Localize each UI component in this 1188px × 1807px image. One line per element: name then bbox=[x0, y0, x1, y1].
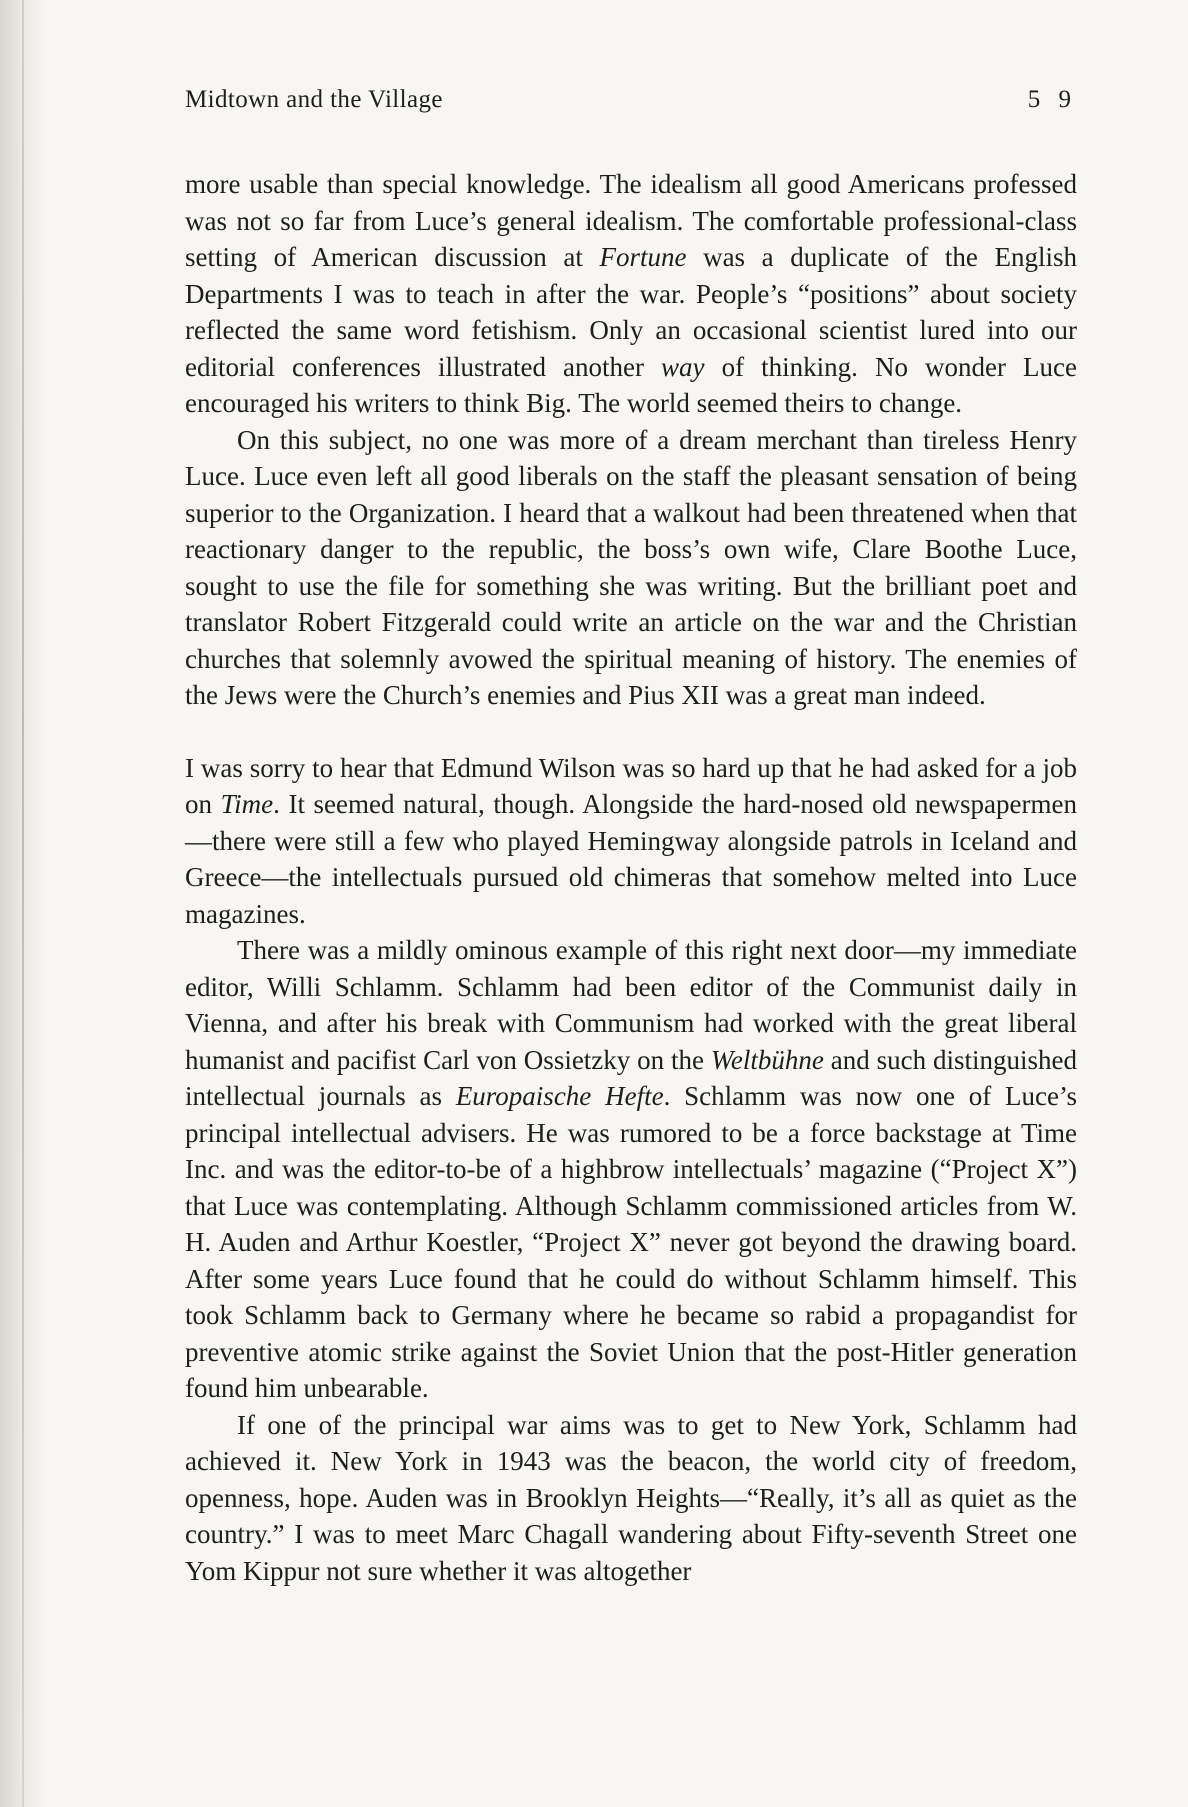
page-number: 5 9 bbox=[1027, 86, 1077, 113]
paragraph-4-italic-europaische-hefte: Europaische Hefte bbox=[455, 1081, 664, 1111]
paragraph-3-text-a: I was sorry to hear that Edmund Wilson was so hard up that he had asked for a job on bbox=[185, 752, 1077, 819]
paragraph-4-text-e: . Schlamm was now one of Luce’s principal intellectual advisers. He was rumored to be a force backstage at Time Inc. and was the editor-to-be of a highbrow intellectuals’ magazine (“Project X”) that Luce was contemplating. Although Schlamm commissioned articles from W. H. Auden and Arthur Koestler, “Project X” never got beyond the drawing board. After some years Luce found that he could do without Schlamm himself. This took Schlamm back to Germany where he became so rabid a propagandist for preventive atomic strike against the Soviet Union that the post-Hitler generation found him unbearable. bbox=[185, 1081, 1078, 1403]
paragraph-1-italic-fortune: Fortune bbox=[599, 242, 687, 272]
paragraph-4-italic-weltbuhne: Weltbühne bbox=[710, 1044, 824, 1075]
running-head bbox=[185, 86, 1077, 122]
paragraph-2: On this subject, no one was more of a dream merchant than tireless Henry Luce. Luce even left all good liberals on the staff the pleasant sensation of being superior to the Organization. I heard that a walkout had been threatened when that reactionary danger to the republic, the boss’s own wife, Clare Boothe Luce, sought to use the file for something she was writing. But the brilliant poet and translator Robert Fitzgerald could write an article on the war and the Christian churches that solemnly avowed the spiritual meaning of history. The enemies of the Jews were the Church’s enemies and Pius XII was a great man indeed. bbox=[185, 424, 1077, 710]
paragraph-4 bbox=[185, 932, 1077, 1407]
paragraph-1-italic-way: way bbox=[661, 351, 705, 382]
paragraph-1 bbox=[185, 166, 1077, 422]
paragraph-1-text-e: of thinking. No wonder Luce encouraged his writers to think Big. The world seemed theirs to change. bbox=[185, 351, 1077, 418]
paragraph-4-text-c: and such distinguished intellectual journals as bbox=[185, 1044, 1077, 1111]
paragraph-5: If one of the principal war aims was to get to New York, Schlamm had achieved it. New York in 1943 was the beacon, the world city of freedom, openness, hope. Auden was in Brooklyn Heights—“Really, it’s all as quiet as the country.” I was to meet Marc Chagall wandering about Fifty-seventh Street one Yom Kippur not sure whether it was altogether bbox=[185, 1409, 1077, 1586]
paragraph-3 bbox=[185, 750, 1077, 933]
paragraph-4-text-a: There was a mildly ominous example of this right next door—my immediate editor, Willi Schlamm. Schlamm had been editor of the Communist daily in Vienna, and after his break with Communism had worked with the great liberal humanist and pacifist Carl von Ossietzky on the bbox=[185, 935, 1077, 1075]
paragraph-3-italic-time: Time bbox=[220, 789, 274, 819]
paragraph-1-text-c: was a duplicate of the English Departments I was to teach in after the war. People’s “positions” about society reflected the same word fetishism. Only an occasional scientist lured into our editorial conferences illustrated another bbox=[185, 242, 1078, 382]
paragraph-1-text-a: more usable than special knowledge. The idealism all good Americans professed was not so far from Luce’s general idealism. The comfortable professional-class setting of American discussion at bbox=[185, 169, 1077, 272]
running-title: Midtown and the Village bbox=[185, 86, 443, 113]
binding-edge bbox=[22, 0, 24, 1807]
paragraph-3-text-c: . It seemed natural, though. Alongside the hard-nosed old newspapermen—there were still a few who played Hemingway alongside patrols in Iceland and Greece—the intellectuals pursued old chimeras that somehow melted into Luce magazines. bbox=[185, 789, 1077, 929]
body-text bbox=[185, 166, 1077, 1589]
